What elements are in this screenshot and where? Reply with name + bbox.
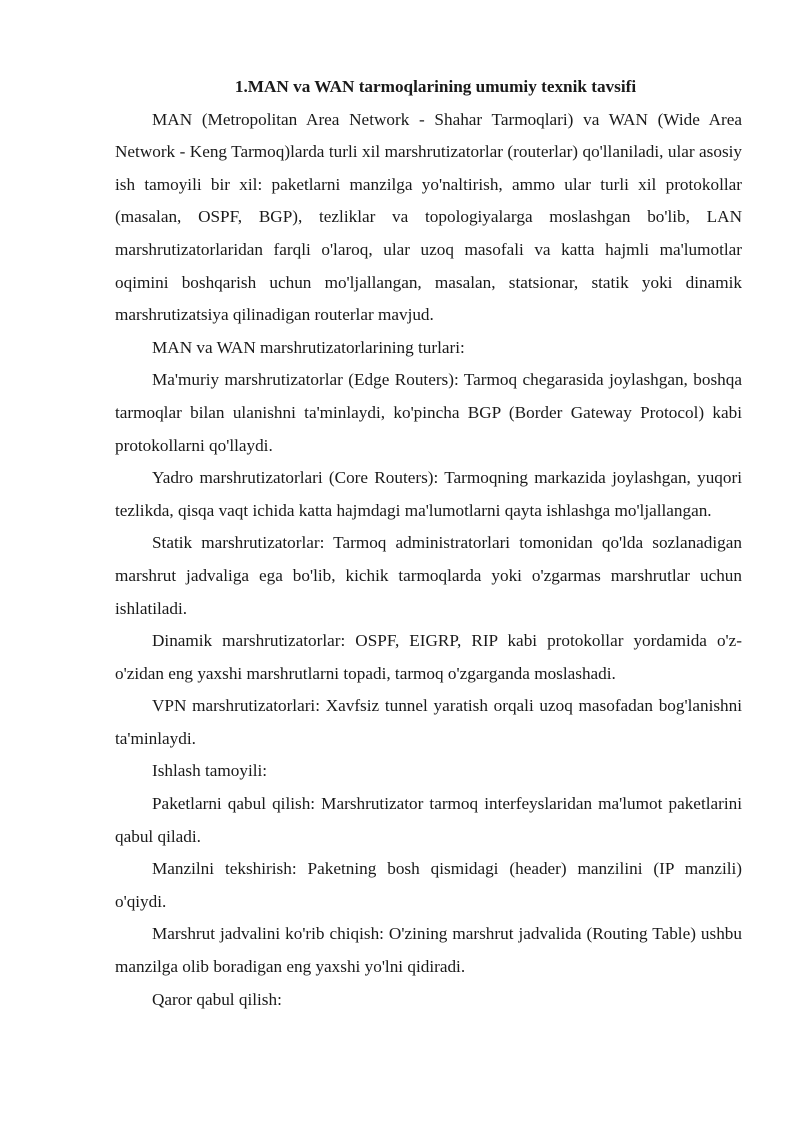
paragraph-check-address: Manzilni tekshirish: Paketning bosh qismidagi (header) manzilini (IP manzili) o'qiydi. [115, 859, 742, 911]
paragraph-working-principle-heading: Ishlash tamoyili: [152, 761, 268, 781]
paragraph-dynamic-routers: Dinamik marshrutizatorlar: OSPF, EIGRP, RIP kabi protokollar yordamida o'z-o'zidan eng yaxshi marshrutlarni topadi, tarmoq o'zgarganda moslashadi. [115, 631, 742, 683]
paragraph-router-types-heading: MAN va WAN marshrutizatorlarining turlari: [152, 337, 465, 357]
paragraph-receive-packets: Paketlarni qabul qilish: Marshrutizator tarmoq interfeyslaridan ma'lumot paketlarini qabul qiladi. [115, 794, 742, 846]
document-title: 1.MAN va WAN tarmoqlarining umumiy texnik tavsifi [234, 77, 637, 96]
paragraph-static-routers: Statik marshrutizatorlar: Tarmoq administratorlari tomonidan qo'lda sozlanadigan marshrut jadvaliga ega bo'lib, kichik tarmoqlarda yoki o'zgarmas marshrutlar uchun ishlatiladi. [115, 533, 742, 618]
paragraph-core-routers: Yadro marshrutizatorlari (Core Routers): Tarmoqning markazida joylashgan, yuqori tezlikda, qisqa vaqt ichida katta hajmdagi ma'lumotlarni qayta ishlashga mo'ljallangan. [115, 468, 742, 520]
paragraph-edge-routers: Ma'muriy marshrutizatorlar (Edge Routers): Tarmoq chegarasida joylashgan, boshqa tarmoqlar bilan ulanishni ta'minlaydi, ko'pincha BGP (Border Gateway Protocol) kabi protokollarni qo'llaydi. [115, 370, 742, 455]
paragraph-decision-making: Qaror qabul qilish: [152, 989, 282, 1009]
paragraph-routing-table: Marshrut jadvalini ko'rib chiqish: O'zining marshrut jadvalida (Routing Table) ushbu manzilga olib boradigan eng yaxshi yo'lni qidiradi. [115, 924, 742, 977]
paragraph-vpn-routers: VPN marshrutizatorlari: Xavfsiz tunnel yaratish orqali uzoq masofadan bog'lanishni ta'minlaydi. [115, 696, 742, 748]
paragraph-man-wan-intro: MAN (Metropolitan Area Network - Shahar Tarmoqlari) va WAN (Wide Area Network - Keng Tarmoq)larda turli xil marshrutizatorlar (routerlar) qo'llaniladi, ular asosiy ish tamoyili bir xil: paketlarni manzilga yo'naltirish, ammo ular turli xil protokollar (masalan, OSPF, BGP), tezliklar va topologiyalarga moslashgan bo'lib, LAN marshrutizatorlaridan farqli o'laroq, ular uzoq masofali va katta hajmli ma'lumotlar oqimini boshqarish uchun mo'ljallangan, masalan, statsionar, statik yoki dinamik marshrutizatsiya qilinadigan routerlar mavjud. [115, 109, 742, 325]
